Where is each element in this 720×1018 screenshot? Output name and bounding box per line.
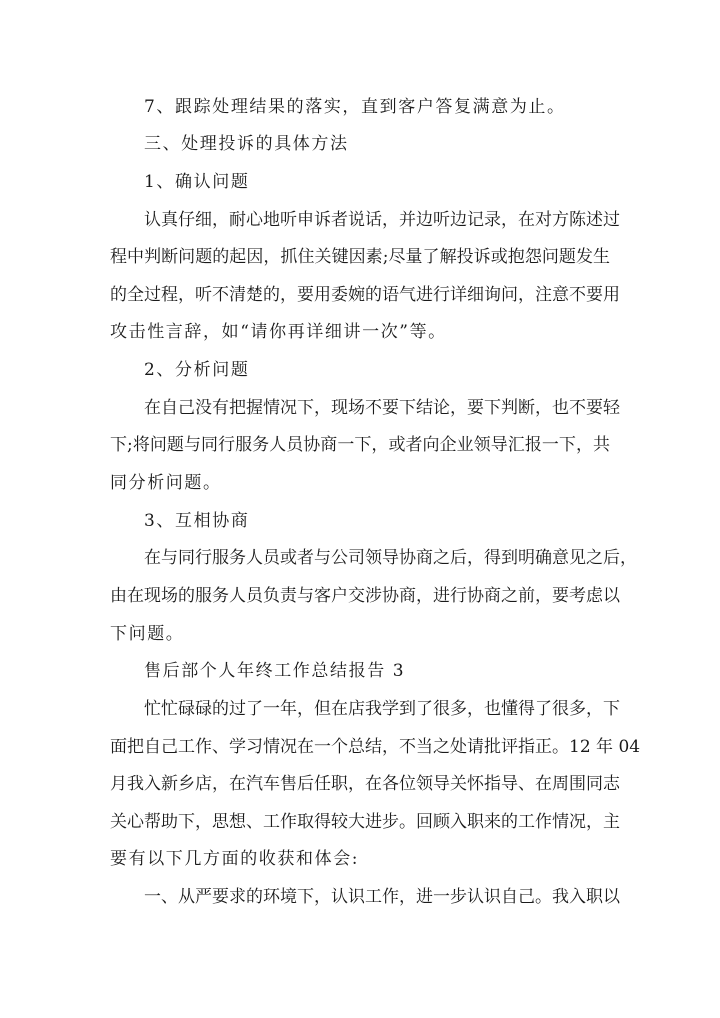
paragraph-line: 同分析问题。 [110, 473, 222, 493]
paragraph-line: 下;将问题与同行服务人员协商一下，或者向企业领导汇报一下，共 [110, 435, 610, 455]
subheading-analyze-problem: 2、分析问题 [144, 360, 250, 380]
paragraph-line: 程中判断问题的起因，抓住关键因素;尽量了解投诉或抱怨问题发生 [110, 247, 610, 267]
paragraph-line: 要有以下几方面的收获和体会: [110, 849, 360, 869]
paragraph-line: 忙忙碌碌的过了一年，但在店我学到了很多，也懂得了很多，下 [144, 699, 620, 719]
paragraph-line: 面把自己工作、学习情况在一个总结，不当之处请批评指正。12 年 04 [110, 737, 641, 757]
paragraph-line: 关心帮助下，思想、工作取得较大进步。回顾入职来的工作情况，主 [110, 812, 620, 832]
paragraph-line: 由在现场的服务人员负责与客户交涉协商，进行协商之前，要考虑以 [110, 586, 620, 606]
paragraph-line: 攻击性言辞，如“请你再详细讲一次”等。 [110, 322, 447, 342]
subheading-confirm-problem: 1、确认问题 [144, 172, 250, 192]
paragraph-line: 在自己没有把握情况下，现场不要下结论，要下判断，也不要轻 [144, 398, 620, 418]
paragraph-line: 月我入新乡店，在汽车售后任职，在各位领导关怀指导、在周围同志 [110, 774, 620, 794]
list-item-7: 7、跟踪处理结果的落实，直到客户答复满意为止。 [144, 97, 566, 117]
paragraph-line: 认真仔细，耐心地听申诉者说话，并边听边记录，在对方陈述过 [144, 210, 620, 230]
report-title: 售后部个人年终工作总结报告 3 [144, 661, 406, 681]
paragraph-line: 一、从严要求的环境下，认识工作，进一步认识自己。我入职以 [144, 887, 620, 907]
paragraph-line: 在与同行服务人员或者与公司领导协商之后，得到明确意见之后， [144, 548, 637, 568]
subheading-mutual-consultation: 3、互相协商 [144, 511, 250, 531]
paragraph-line: 下问题。 [110, 624, 185, 644]
section-heading-3: 三、处理投诉的具体方法 [144, 134, 349, 154]
paragraph-line: 的全过程，听不清楚的，要用委婉的语气进行详细询问，注意不要用 [110, 285, 620, 305]
